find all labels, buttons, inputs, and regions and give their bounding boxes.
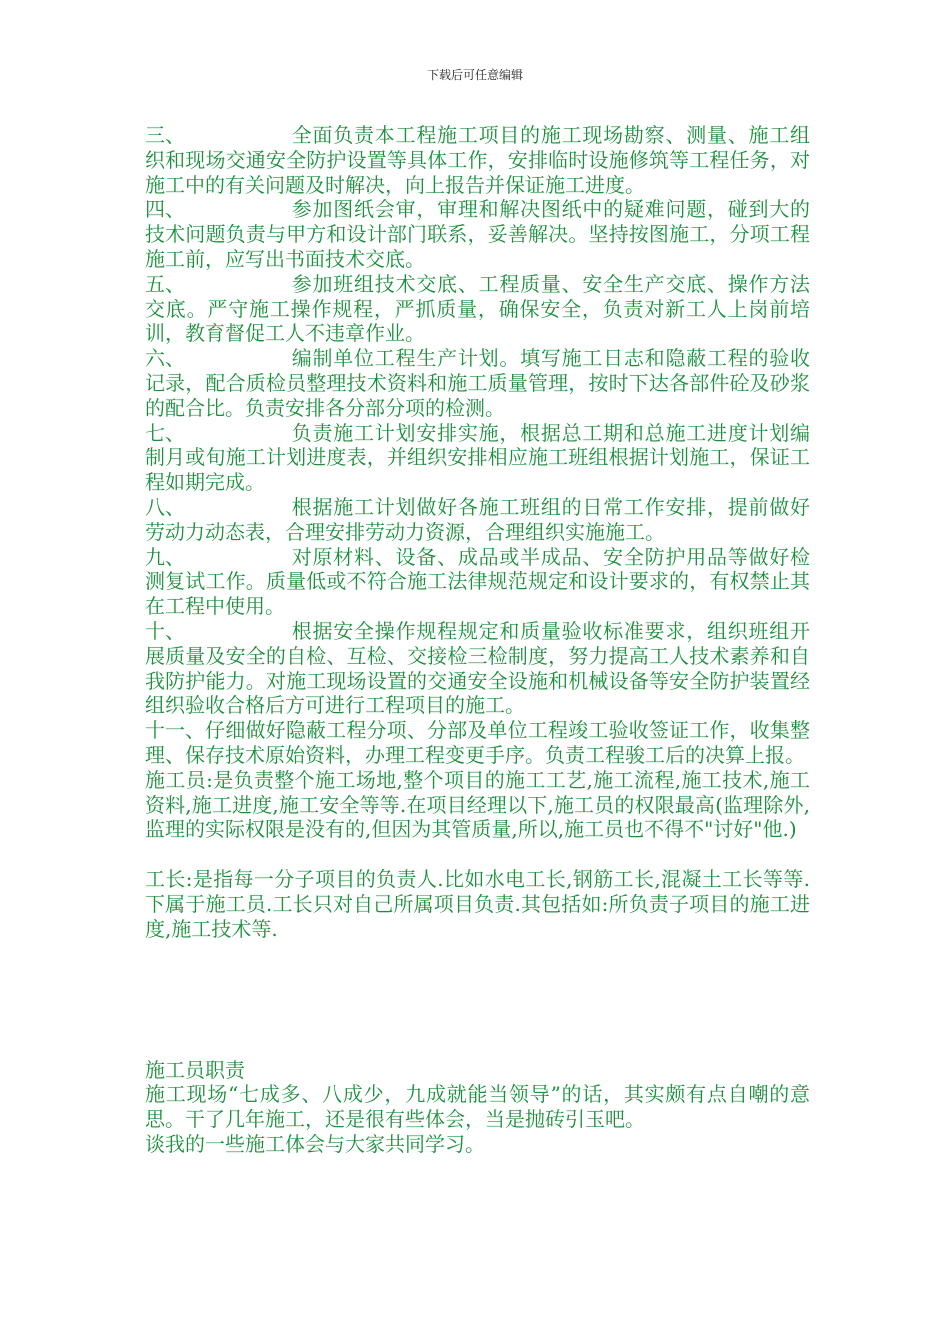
duty-text: 根据施工计划做好各施工班组的日常工作安排，提前做好劳动力动态表，合理安排劳动力资源，合理组织实施施工。 [145,494,810,544]
spacer [145,842,810,867]
duty-text: 编制单位工程生产计划。填写施工日志和隐蔽工程的验收记录，配合质检员整理技术资料和施工质量管理，按时下达各部件砼及砂浆的配合比。负责安排各分部分项的检测。 [145,346,810,420]
duty-item-5 [145,272,810,346]
duty-number: 十一、 [145,718,205,743]
duty-number: 六、 [145,346,185,371]
duty-number: 八、 [145,494,185,519]
duty-text: 参加图纸会审，审理和解决图纸中的疑难问题，碰到大的技术问题负责与甲方和设计部门联系，妥善解决。坚持按图施工，分项工程施工前，应写出书面技术交底。 [145,197,810,271]
intro-paragraph: 施工现场“七成多、八成少，九成就能当领导”的话，其实颇有点自嘲的意思。干了几年施工，还是很有些体会，当是抛砖引玉吧。 [145,1082,810,1132]
duty-number: 十、 [145,618,185,643]
duty-text: 仔细做好隐蔽工程分项、分部及单位工程竣工验收签证工作，收集整理、保存技术原始资料，办理工程变更手序。负责工程骏工后的决算上报。 [145,718,810,767]
duty-text: 全面负责本工程施工项目的施工现场勘察、测量、施工组织和现场交通安全防护设置等具体工作，安排临时设施修筑等工程任务，对施工中的有关问题及时解决，向上报告并保证施工进度。 [145,123,810,197]
section-title: 施工员职责 [145,1057,245,1082]
duty-item-9 [145,545,810,619]
gongzhang-definition: 工长:是指每一分子项目的负责人.比如水电工长,钢筋工长,混凝土工长等等.下属于施工员.工长只对自己所属项目负责.其包括如:所负责子项目的施工进度,施工技术等. [145,867,810,941]
shigongyuan-definition: 施工员:是负责整个施工场地,整个项目的施工工艺,施工流程,施工技术,施工资料,施工进度,施工安全等等.在项目经理以下,施工员的权限最高(监理除外,监理的实际权限是没有的,但因为其管质量,所以,施工员也不得不"讨好"他.) [145,767,810,842]
duty-number: 九、 [145,544,185,569]
duty-text: 对原材料、设备、成品或半成品、安全防护用品等做好检测复试工作。质量低或不符合施工法律规范规定和设计要求的，有权禁止其在工程中使用。 [145,544,810,619]
document-body [145,123,810,1157]
duty-text: 参加班组技术交底、工程质量、安全生产交底、操作方法交底。严守施工操作规程，严抓质量，确保安全，负责对新工人上岗前培训，教育督促工人不违章作业。 [145,271,810,346]
duty-text: 根据安全操作规程规定和质量验收标准要求，组织班组开展质量及安全的自检、互检、交接检三检制度，努力提高工人技术素养和自我防护能力。对施工现场设置的交通安全设施和机械设备等安全防护装置经组织验收合格后方可进行工程项目的施工。 [145,618,810,718]
duty-item-8 [145,495,810,545]
duty-item-10 [145,619,810,718]
duty-number: 五、 [145,271,185,296]
duty-item-6 [145,346,810,420]
duty-number: 四、 [145,197,185,222]
duty-number: 三、 [145,123,185,147]
spacer [145,942,810,1058]
duty-item-4 [145,197,810,271]
duty-item-11 [145,718,810,768]
duty-number: 七、 [145,420,185,445]
duty-item-7 [145,421,810,495]
closing-line: 谈我的一些施工体会与大家共同学习。 [145,1131,485,1156]
page-header: 下载后可任意编辑 [426,68,523,82]
duty-text: 负责施工计划安排实施，根据总工期和总施工进度计划编制月或旬施工计划进度表，并组织安排相应施工班组根据计划施工，保证工程如期完成。 [145,420,810,495]
duty-item-3 [145,123,810,197]
